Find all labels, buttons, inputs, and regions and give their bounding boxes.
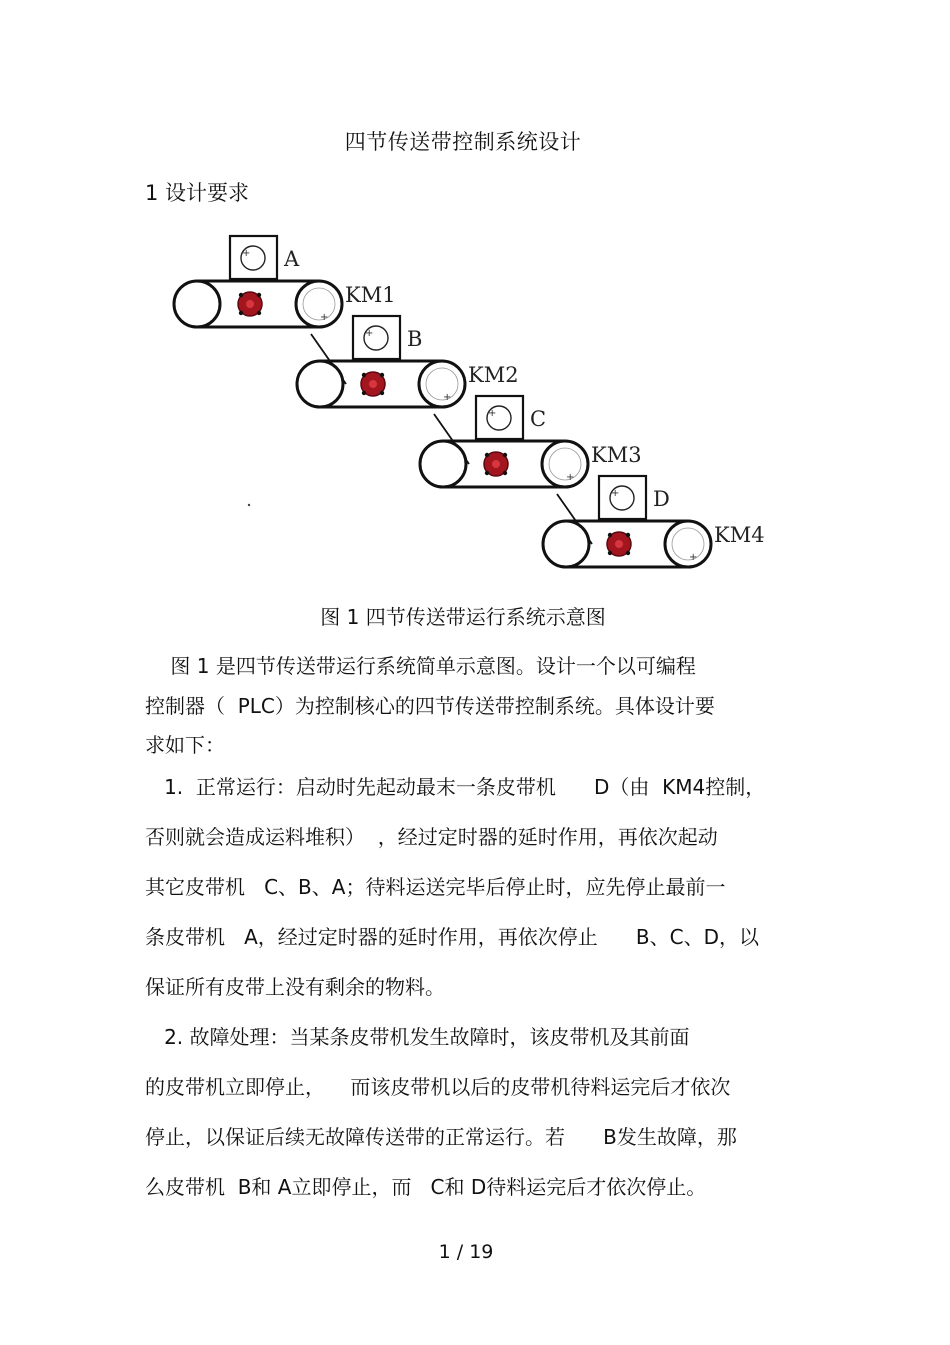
body-line-2: 控制器（ PLC）为控制核心的四节传送带控制系统。具体设计要 [145, 694, 715, 718]
pulley-left-4 [543, 521, 589, 567]
motor-label-KM1: KM1 [345, 283, 396, 307]
drive-bolt-1-2 [257, 293, 261, 297]
body-line-9: 2. 故障处理：当某条皮带机发生故障时，该皮带机及其前面 [145, 1025, 690, 1049]
body-line-12: 么皮带机 B和 A立即停止，而 C和 D待料运完后才依次停止。 [145, 1175, 707, 1199]
body-line-10: 的皮带机立即停止， 而该皮带机以后的皮带机待料运完后才依次 [145, 1075, 731, 1099]
document-title: 四节传送带控制系统设计 [344, 130, 582, 154]
body-line-7: 条皮带机 A，经过定时器的延时作用，再依次停止 B、C、D，以 [145, 925, 759, 949]
drive-bolt-4-3 [608, 551, 612, 555]
hopper-plus-4: + [611, 488, 620, 499]
stray-dot [248, 504, 250, 506]
body-line-3: 求如下： [145, 733, 225, 757]
hopper-label-D: D [653, 487, 670, 511]
drive-bolt-1-4 [257, 311, 261, 315]
pulley-left-2 [297, 361, 343, 407]
pulley-plus-3: + [566, 472, 575, 483]
hopper-box-3 [476, 396, 523, 439]
hopper-plus-2: + [365, 328, 374, 339]
motor-label-KM3: KM3 [591, 443, 642, 467]
hopper-box-4 [599, 476, 646, 519]
drive-bolt-3-2 [503, 453, 507, 457]
drive-hub-2 [369, 380, 377, 388]
hopper-box-2 [353, 316, 400, 359]
body-line-8: 保证所有皮带上没有剩余的物料。 [145, 975, 445, 999]
body-line-11: 停止，以保证后续无故障传送带的正常运行。若 B发生故障，那 [145, 1125, 737, 1149]
body-line-6: 其它皮带机 C、B、A；待料运送完毕后停止时，应先停止最前一 [145, 875, 726, 899]
body-line-5: 否则就会造成运料堆积） ，经过定时器的延时作用，再依次起动 [145, 825, 718, 849]
section-heading: 1 设计要求 [145, 181, 250, 205]
pulley-left-1 [174, 281, 220, 327]
hopper-plus-1: + [242, 248, 251, 259]
drive-bolt-2-2 [380, 373, 384, 377]
hopper-label-A: A [284, 247, 300, 271]
drive-bolt-3-4 [503, 471, 507, 475]
figure-caption: 图 1 四节传送带运行系统示意图 [320, 605, 606, 629]
drive-hub-4 [615, 540, 623, 548]
drive-bolt-2-1 [362, 373, 366, 377]
body-line-1: 图 1 是四节传送带运行系统简单示意图。设计一个以可编程 [145, 654, 696, 678]
drive-bolt-2-3 [362, 391, 366, 395]
hopper-box-1 [230, 236, 277, 279]
hopper-plus-3: + [488, 408, 497, 419]
drive-hub-1 [246, 300, 254, 308]
drive-bolt-1-3 [239, 311, 243, 315]
pulley-plus-4: + [689, 552, 698, 563]
conveyor-diagram [168, 228, 788, 583]
page-number: 1 / 19 [438, 1241, 494, 1263]
drive-bolt-3-1 [485, 453, 489, 457]
drive-hub-3 [492, 460, 500, 468]
drive-bolt-3-3 [485, 471, 489, 475]
hopper-label-C: C [530, 407, 547, 431]
motor-label-KM4: KM4 [714, 523, 765, 547]
drive-bolt-1-1 [239, 293, 243, 297]
drive-bolt-4-1 [608, 533, 612, 537]
drive-bolt-4-2 [626, 533, 630, 537]
pulley-plus-2: + [443, 392, 452, 403]
pulley-plus-1: + [320, 312, 329, 323]
pulley-left-3 [420, 441, 466, 487]
drive-bolt-4-4 [626, 551, 630, 555]
motor-label-KM2: KM2 [468, 363, 519, 387]
body-line-4: 1. 正常运行：启动时先起动最末一条皮带机 D（由 KM4控制， [145, 775, 766, 799]
drive-bolt-2-4 [380, 391, 384, 395]
hopper-label-B: B [407, 327, 423, 351]
